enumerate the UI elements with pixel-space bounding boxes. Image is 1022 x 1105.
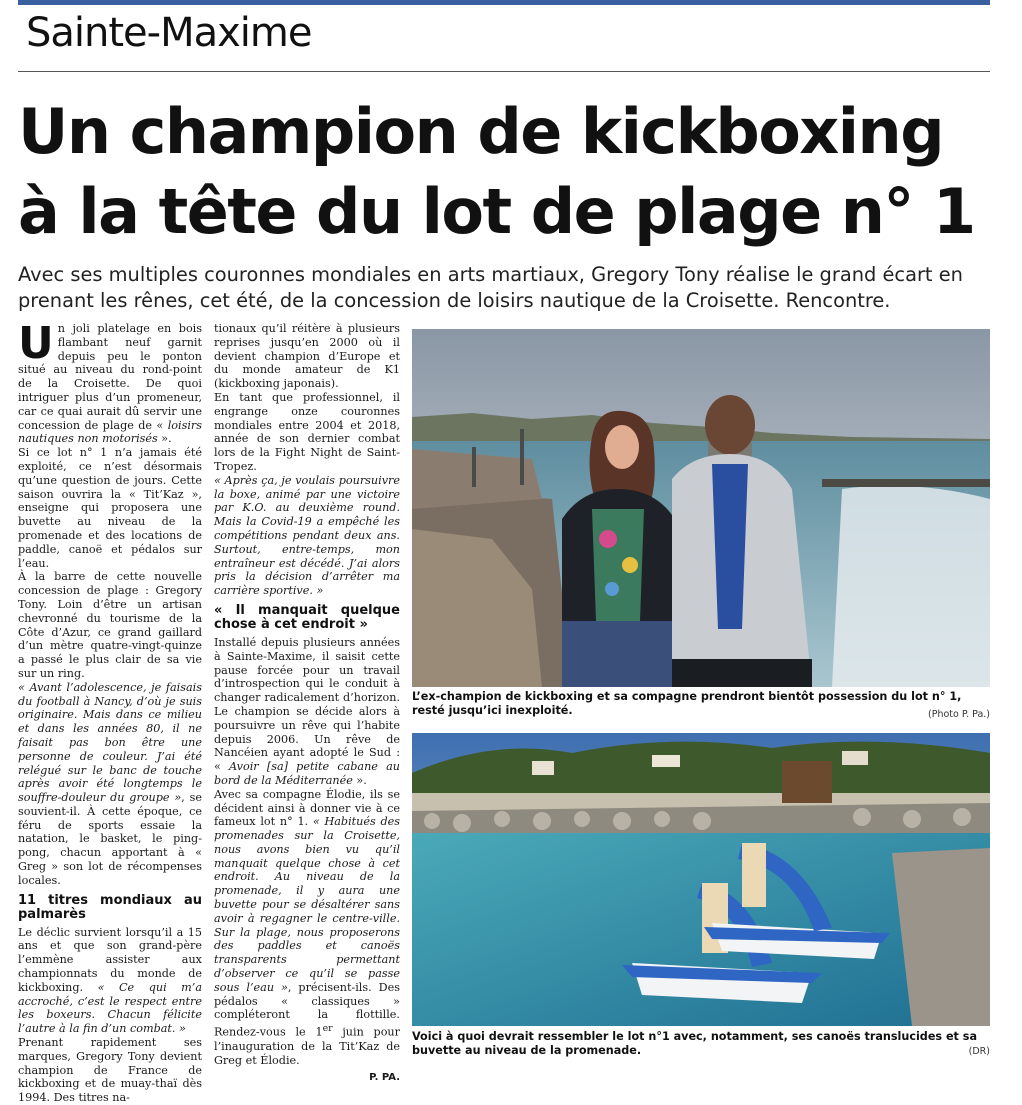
photo-pedalos-beach [412, 733, 990, 1026]
photo-couple-seafront [412, 329, 990, 687]
headline-line-2: à la tête du lot de plage n° 1 [18, 175, 975, 248]
dropcap: U [18, 318, 54, 369]
paragraph: À la barre de cette nouvelle concession de plage : Gregory Tony. Loin d’être un artisan chevronné du tourisme de la Côte d’Azur, ce grand gaillard d’un mètre quatre-vingt-quinze a passé le plus clair de sa vie sur un ring. [18, 570, 202, 680]
paragraph: En tant que professionnel, il engrange onze couronnes mondiales entre 2004 et 2018, année de son dernier combat lors de la Fight Night de Saint-Tropez. [214, 390, 400, 473]
paragraph: « Avant l’adolescence, je faisais du football à Nancy, d’où je suis originaire. Mais dans ce milieu et dans les années 80, il ne faisait pas bon être une personne de couleur. J’ai été relégué sur le banc de touche après avoir été longtemps le souffre-douleur du groupe », se souvient-il. À cette époque, ce féru de sports essaie la natation, le basket, le ping-pong, chacun apportant à « Greg » son lot de récompenses locales. [18, 680, 202, 887]
paragraph: « Après ça, je voulais poursuivre la boxe, animé par une victoire par K.O. au deuxième round. Mais la Covid-19 a empêché les compétitions pendant deux ans. Surtout, entre-temps, mon entraîneur est décédé. J’ai alors pris la décision d’arrêter ma carrière sportive. » [214, 473, 400, 598]
section-title: Sainte-Maxime [26, 10, 312, 56]
paragraph: Le déclic survient lorsqu’il a 15 ans et que son grand-père l’emmène assister aux championnats du monde de kickboxing. « Ce qui m’a accroché, c’est le respect entre les boxeurs. Chacun félicite l’autre à la fin d’un combat. » [18, 925, 202, 1036]
headline [18, 92, 1008, 252]
photo2-credit: (DR) [968, 1046, 990, 1057]
photo1-credit: (Photo P. Pa.) [928, 709, 990, 720]
paragraph: tionaux qu’il réitère à plusieurs reprises jusqu’en 2000 où il devient champion d’Europe et du monde amateur de K1 (kickboxing japonais). [214, 322, 400, 391]
article-column-1 [18, 318, 202, 1105]
lede: Avec ses multiples couronnes mondiales en arts martiaux, Gregory Tony réalise le grand écart en prenant les rênes, cet été, de la concession de loisirs nautique de la Croisette. Rencontre. [18, 263, 963, 312]
top-color-bar [18, 0, 990, 5]
paragraph: Installé depuis plusieurs années à Sainte-Maxime, il saisit cette pause forcée pour un travail d’introspection qui le conduit à changer radicalement d’horizon. Le champion se décide alors à poursuivre un rêve qui l’habite depuis 2006. Un rêve de Nancéien ayant adopté le Sud : « Avoir [sa] petite cabane au bord de la Méditerranée ». [214, 635, 400, 787]
subheading: « Il manquait quelque chose à cet endroit » [214, 602, 400, 632]
article-column-2 [214, 322, 400, 1085]
header-divider [18, 71, 990, 72]
subheading: 11 titres mondiaux au palmarès [18, 892, 202, 922]
photo1-caption: L’ex-champion de kickboxing et sa compagne prendront bientôt possession du lot n° 1, resté jusqu’ici inexploité. [412, 690, 962, 717]
paragraph: Si ce lot n° 1 n’a jamais été exploité, ce n’est désormais qu’une question de jours. Cette saison ouvrira la « Tit’Kaz », enseigne qui proposera une buvette au niveau de la promenade et des locations de paddle, canoë et pédalos sur l’eau. [18, 446, 202, 570]
photo2-caption: Voici à quoi devrait ressembler le lot n°1 avec, notamment, ses canoës translucides et sa buvette au niveau de la promenade. [412, 1030, 978, 1057]
paragraph: Prenant rapidement ses marques, Gregory Tony devient champion de France de kickboxing et de muay-thaï dès 1994. Des titres na- [18, 1036, 202, 1105]
byline-signature: P. PA. [369, 1072, 400, 1084]
paragraph: Avec sa compagne Élodie, ils se décident ainsi à donner vie à ce fameux lot n° 1. « Habitués des promenades sur la Croisette, nous avons bien vu qu’il manquait quelque chose à cet endroit. Au niveau de la promenade, il y aura une buvette pour se désaltérer sans avoir à regagner le centre-ville. Sur la plage, nous proposerons des paddles et canoës transparents permettant d’observer ce qu’il se passe sous l’eau », précisent-ils. Des pédalos « classiques » compléteront la flottille. Rendez-vous le 1er juin pour l’inauguration de la Tit’Kaz de Greg et Élodie. [214, 787, 400, 1067]
headline-line-1: Un champion de kickboxing [18, 95, 944, 168]
paragraph: Un joli platelage en bois flambant neuf garnit depuis peu le ponton situé au niveau du rond-point de la Croisette. De quoi intriguer plus d’un promeneur, car ce quai aurait dû servir une concession de plage de « loisirs nautiques non motorisés ». [18, 318, 202, 446]
